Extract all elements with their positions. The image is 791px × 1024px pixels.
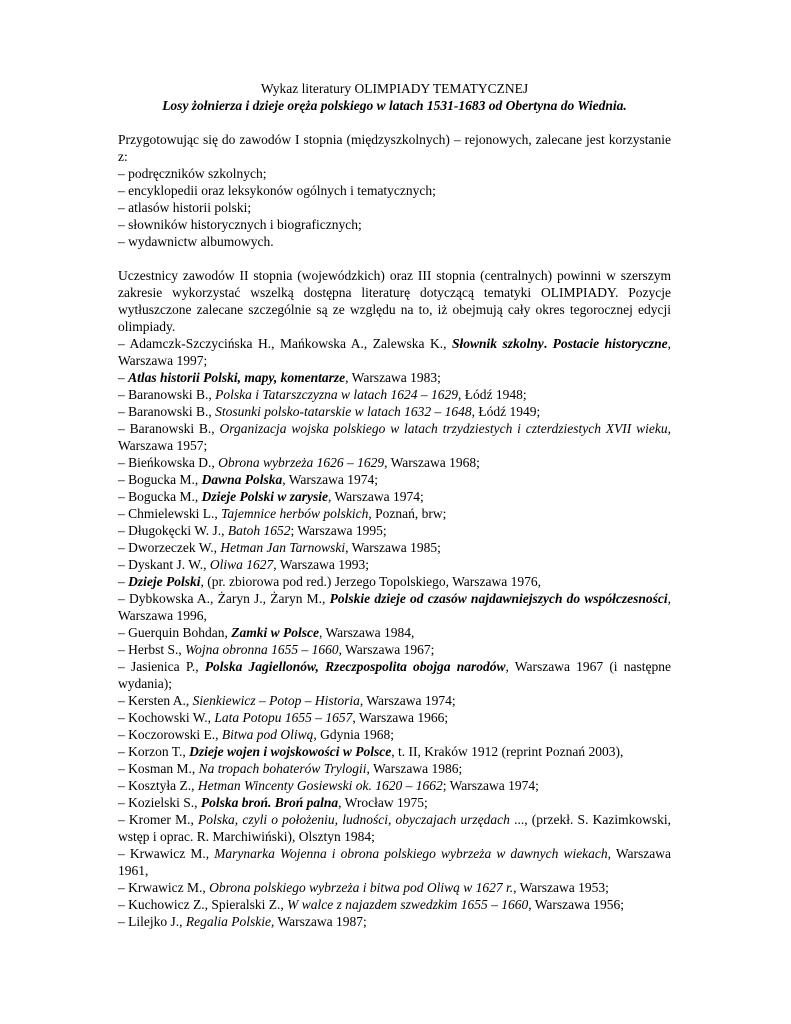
bibliography-entry bbox=[118, 913, 671, 930]
document-subtitle: Losy żołnierza i dzieje oręża polskiego w latach 1531-1683 od Obertyna do Wiednia. bbox=[162, 98, 627, 113]
entry-text: , Warszawa 1956; bbox=[528, 897, 624, 912]
entry-title: Dawna Polska bbox=[201, 472, 283, 487]
bibliography-entry bbox=[118, 726, 671, 743]
bibliography-entry bbox=[118, 522, 671, 539]
entry-title: Regalia Polskie bbox=[185, 914, 271, 929]
bibliography-entry bbox=[118, 420, 671, 454]
entry-text: – Krwawicz M., bbox=[118, 846, 215, 861]
entry-text: – Dworzeczek W., bbox=[118, 540, 221, 555]
entry-title: . bbox=[543, 336, 553, 351]
entry-text: , Warszawa 1967; bbox=[338, 642, 435, 657]
entry-text: – Dyskant J. W., bbox=[118, 557, 210, 572]
entry-text: – Kromer M., bbox=[118, 812, 199, 827]
entry-text: , Warszawa 1974; bbox=[282, 472, 379, 487]
entry-text: , Gdynia 1968; bbox=[313, 727, 394, 742]
entry-text: , Warszawa 1996, bbox=[118, 591, 671, 623]
bibliography-entry bbox=[118, 386, 671, 403]
intro-list-item: – podręczników szkolnych; bbox=[118, 166, 267, 181]
entry-text: – Dybkowska A., Żaryn J., Żaryn M., bbox=[118, 591, 330, 606]
entry-title: Polska Jagiellonów, Rzeczpospolita obojga narodów bbox=[204, 659, 506, 674]
entry-text: – Bogucka M., bbox=[118, 489, 202, 504]
entry-text: – Chmielewski L., bbox=[118, 506, 222, 521]
entry-title: Marynarka Wojenna i obrona polskiego wybrzeża w dawnych wiekach bbox=[214, 846, 608, 861]
entry-title: Polska, czyli o położeniu, ludności, obyczajach urzędach bbox=[198, 812, 510, 827]
entry-text: – Koczorowski E., bbox=[118, 727, 222, 742]
entry-text: , Warszawa 1974; bbox=[328, 489, 424, 504]
entry-title: Sienkiewicz – Potop – Historia bbox=[192, 693, 360, 708]
entry-text: , Warszawa 1987; bbox=[270, 914, 367, 929]
entry-title: Batoh 1652 bbox=[227, 523, 291, 538]
bibliography-entry bbox=[118, 845, 671, 879]
entry-title: Polska broń. Broń palna bbox=[200, 795, 339, 810]
intro-list-item: – encyklopedii oraz leksykonów ogólnych i tematycznych; bbox=[118, 183, 436, 198]
intro-list-item: – wydawnictw albumowych. bbox=[118, 234, 274, 249]
entry-title: Na tropach bohaterów Trylogii bbox=[198, 761, 367, 776]
entry-text: – Herbst S., bbox=[118, 642, 186, 657]
bibliography-entry bbox=[118, 743, 671, 760]
entry-text: – Kochowski W., bbox=[118, 710, 215, 725]
entry-title: Hetman Wincenty Gosiewski ok. 1620 – 1662 bbox=[197, 778, 443, 793]
bibliography-entry bbox=[118, 403, 671, 420]
entry-text: – Bieńkowska D., bbox=[118, 455, 219, 470]
entry-text: , Łódź 1948; bbox=[458, 387, 527, 402]
entry-text: , Warszawa 1957; bbox=[118, 421, 671, 453]
intro-paragraph: Przygotowując się do zawodów I stopnia (międzyszkolnych) – rejonowych, zalecane jest korzystanie z: bbox=[118, 132, 671, 164]
entry-text: – Baranowski B., bbox=[118, 387, 216, 402]
bibliography-entry bbox=[118, 505, 671, 522]
intro-list-item: – atlasów historii polski; bbox=[118, 200, 252, 215]
bibliography-entry bbox=[118, 692, 671, 709]
bibliography-entry bbox=[118, 539, 671, 556]
entry-title: Wojna obronna 1655 – 1660 bbox=[185, 642, 339, 657]
entry-title: Hetman Jan Tarnowski bbox=[220, 540, 346, 555]
entry-text: – Kuchowicz Z., Spieralski Z., bbox=[118, 897, 288, 912]
entry-title: Obrona polskiego wybrzeża i bitwa pod Oliwą w 1627 r. bbox=[209, 880, 514, 895]
entry-text: , Warszawa 1966; bbox=[352, 710, 449, 725]
entry-text: , Łódź 1949; bbox=[471, 404, 541, 419]
entry-text: – Jasienica P., bbox=[118, 659, 205, 674]
entry-text: – Guerquin Bohdan, bbox=[118, 625, 232, 640]
entry-title: Stosunki polsko-tatarskie w latach 1632 – 1648 bbox=[215, 404, 472, 419]
entry-text: – Baranowski B., bbox=[118, 421, 220, 436]
bibliography-entry bbox=[118, 624, 671, 641]
entry-text: – Krwawicz M., bbox=[118, 880, 210, 895]
bibliography-entry bbox=[118, 777, 671, 794]
entry-text: – bbox=[118, 574, 129, 589]
entry-text: – bbox=[118, 370, 129, 385]
bibliography-entry bbox=[118, 811, 671, 845]
entry-title: Lata Potopu 1655 – 1657 bbox=[214, 710, 353, 725]
entry-title: Organizacja wojska polskiego w latach trzydziestych i czterdziestych XVII wieku bbox=[219, 421, 668, 436]
entry-text: , Poznań, brw; bbox=[368, 506, 447, 521]
bibliography-entry bbox=[118, 488, 671, 505]
entry-text: , Warszawa 1993; bbox=[273, 557, 370, 572]
bibliography-entry bbox=[118, 590, 671, 624]
entry-text: ; Warszawa 1995; bbox=[290, 523, 387, 538]
entry-text: , Warszawa 1953; bbox=[513, 880, 609, 895]
entry-text: – Korzon T., bbox=[118, 744, 190, 759]
entry-text: – Kozielski S., bbox=[118, 795, 201, 810]
entry-text: – Kosztyła Z., bbox=[118, 778, 198, 793]
entry-title: Oliwa 1627 bbox=[209, 557, 274, 572]
entry-title: Słownik szkolny bbox=[451, 336, 544, 351]
bibliography-entry bbox=[118, 369, 671, 386]
bibliography-entry bbox=[118, 879, 671, 896]
bibliography-entry bbox=[118, 709, 671, 726]
entry-title: Dzieje wojen i wojskowości w Polsce bbox=[189, 744, 392, 759]
entry-text: – Bogucka M., bbox=[118, 472, 202, 487]
bibliography-list bbox=[118, 335, 671, 930]
entry-text: ; Warszawa 1974; bbox=[442, 778, 539, 793]
entry-title: Dzieje Polski bbox=[128, 574, 201, 589]
entry-text: , (pr. zbiorowa pod red.) Jerzego Topolskiego, Warszawa 1976, bbox=[200, 574, 541, 589]
second-stage-paragraph: Uczestnicy zawodów II stopnia (wojewódzkich) oraz III stopnia (centralnych) powinni w szerszym zakresie wykorzystać wszelką dostępna literaturę dotyczącą tematyki OLIMPIADY. Pozycje wytłuszczone zalecane szczególnie są ze względu na to, iż obejmują cały okres tegorocznej edycji olimpiady. bbox=[118, 268, 671, 334]
bibliography-entry bbox=[118, 794, 671, 811]
bibliography-entry bbox=[118, 641, 671, 658]
entry-text: , Warszawa 1984, bbox=[318, 625, 415, 640]
entry-text: , Warszawa 1967 (i następne wydania); bbox=[118, 659, 671, 691]
entry-text: – Kersten A., bbox=[118, 693, 193, 708]
bibliography-entry bbox=[118, 335, 671, 369]
bibliography-entry bbox=[118, 896, 671, 913]
entry-text: , Warszawa 1997; bbox=[118, 336, 672, 368]
intro-list-item: – słowników historycznych i biograficznych; bbox=[118, 217, 362, 232]
entry-text: , Wrocław 1975; bbox=[338, 795, 428, 810]
bibliography-entry bbox=[118, 471, 671, 488]
entry-title: Postacie historyczne bbox=[552, 336, 668, 351]
entry-text: ..., (przekł. S. Kazimkowski, wstęp i oprac. R. Marchiwiński), Olsztyn 1984; bbox=[118, 812, 671, 844]
entry-text: – Kosman M., bbox=[118, 761, 199, 776]
entry-text: , Warszawa 1985; bbox=[345, 540, 441, 555]
bibliography-entry bbox=[118, 658, 671, 692]
entry-title: Zamki w Polsce bbox=[231, 625, 319, 640]
entry-text: , Warszawa 1974; bbox=[359, 693, 456, 708]
entry-title: Obrona wybrzeża 1626 – 1629 bbox=[218, 455, 385, 470]
entry-title: W walce z najazdem szwedzkim 1655 – 1660 bbox=[287, 897, 529, 912]
entry-text: , Warszawa 1986; bbox=[366, 761, 463, 776]
entry-title: Bitwa pod Oliwą bbox=[221, 727, 314, 742]
document-title: Wykaz literatury OLIMPIADY TEMATYCZNEJ bbox=[260, 81, 529, 96]
entry-title: Polska i Tatarszczyzna w latach 1624 – 1629 bbox=[215, 387, 459, 402]
entry-text: – Adamczk-Szczycińska H., Mańkowska A., Zalewska K., bbox=[118, 336, 452, 351]
entry-text: – Długokęcki W. J., bbox=[118, 523, 228, 538]
bibliography-entry bbox=[118, 573, 671, 590]
intro-list bbox=[118, 165, 671, 250]
bibliography-entry bbox=[118, 556, 671, 573]
entry-title: Dzieje Polski w zarysie bbox=[201, 489, 328, 504]
entry-text: , Warszawa 1983; bbox=[345, 370, 441, 385]
bibliography-entry bbox=[118, 760, 671, 777]
entry-title: Polskie dzieje od czasów najdawniejszych do współczesności bbox=[329, 591, 668, 606]
entry-text: – Lilejko J., bbox=[118, 914, 186, 929]
bibliography-entry bbox=[118, 454, 671, 471]
entry-title: Atlas historii Polski, mapy, komentarze bbox=[128, 370, 346, 385]
entry-text: , Warszawa 1961, bbox=[118, 846, 671, 878]
entry-text: , Warszawa 1968; bbox=[384, 455, 480, 470]
entry-text: – Baranowski B., bbox=[118, 404, 216, 419]
entry-text: , t. II, Kraków 1912 (reprint Poznań 2003), bbox=[391, 744, 624, 759]
entry-title: Tajemnice herbów polskich bbox=[221, 506, 369, 521]
